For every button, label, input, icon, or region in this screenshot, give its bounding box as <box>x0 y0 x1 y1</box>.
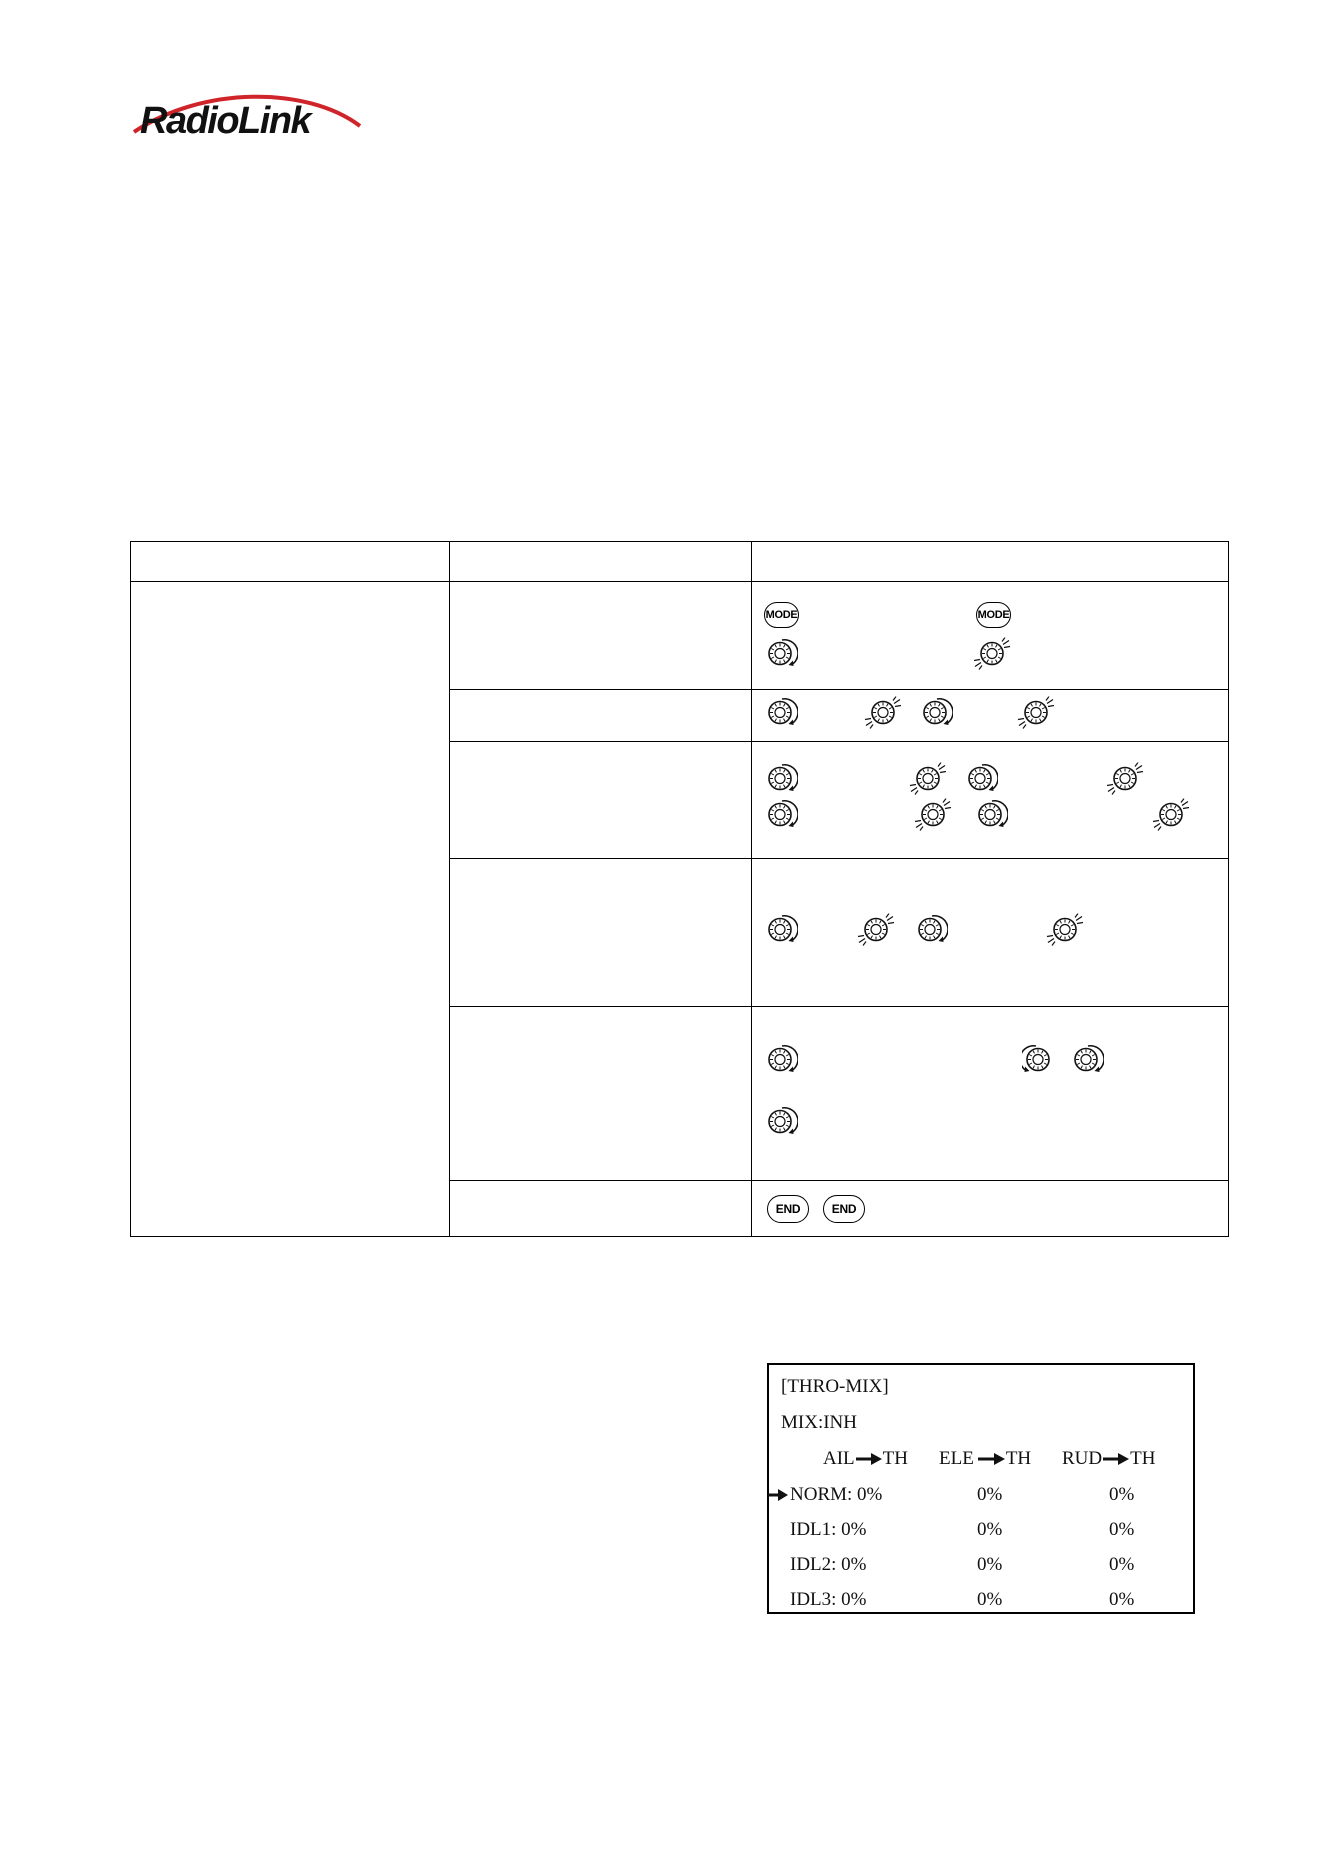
dial-rotate-icon <box>764 763 798 802</box>
operation-cell <box>752 742 1229 859</box>
lcd-cell-rud: 0% <box>1109 1589 1135 1610</box>
operation-cell <box>752 1181 1229 1237</box>
lcd-cell-rud: 0% <box>1109 1484 1135 1505</box>
dial-press-icon <box>857 913 897 952</box>
dial-rotate-icon <box>764 913 798 952</box>
operation-table <box>130 541 1229 1237</box>
lcd-cell-ele: 0% <box>977 1484 1003 1505</box>
lcd-row-norm: NORM: 0% <box>790 1484 883 1505</box>
logo-text: RadioLink <box>140 100 311 142</box>
lcd-cell-ele: 0% <box>977 1589 1003 1610</box>
operation-cell <box>752 690 1229 742</box>
mode-button-icon: MODE <box>764 602 799 628</box>
dial-press-icon <box>1106 763 1146 802</box>
lcd-mix-status: MIX:INH <box>781 1412 857 1433</box>
dial-press-icon <box>1046 913 1086 952</box>
end-button-icon: END <box>767 1195 809 1223</box>
operation-cell <box>752 1007 1229 1181</box>
step-cell <box>450 582 752 690</box>
step-cell <box>450 690 752 742</box>
right-arrow-icon <box>856 1453 882 1465</box>
dial-rotate-icon <box>764 1043 798 1082</box>
step-cell <box>450 1007 752 1181</box>
lcd-column-ele-th: ELE TH <box>939 1448 1032 1469</box>
dial-rotate-icon <box>764 799 798 838</box>
dial-rotate-icon <box>919 696 953 735</box>
header-cell <box>450 542 752 582</box>
end-button-icon: END <box>823 1195 865 1223</box>
radiolink-logo <box>132 92 362 142</box>
step-cell <box>450 742 752 859</box>
lcd-column-ail-th: AIL TH <box>823 1448 908 1469</box>
operation-cell <box>752 859 1229 1007</box>
dial-rotate-icon <box>764 637 798 676</box>
dial-press-icon <box>973 637 1013 676</box>
row-cursor-arrow-icon <box>768 1489 788 1501</box>
dial-rotate-icon <box>964 763 998 802</box>
dial-rotate-icon <box>764 696 798 735</box>
dial-rotate-icon <box>764 1105 798 1144</box>
step-cell <box>450 1181 752 1237</box>
operation-cell <box>752 582 1229 690</box>
dial-rotate-icon <box>914 913 948 952</box>
lcd-column-rud-th: RUD TH <box>1062 1448 1156 1469</box>
lcd-row-idl1: IDL1: 0% <box>790 1519 867 1540</box>
right-arrow-icon <box>1103 1453 1129 1465</box>
lcd-cell-ele: 0% <box>977 1519 1003 1540</box>
header-cell <box>131 542 450 582</box>
dial-press-icon <box>909 763 949 802</box>
dial-press-icon <box>914 799 954 838</box>
right-arrow-icon <box>975 1453 1005 1465</box>
function-cell <box>131 582 450 1237</box>
lcd-cell-ele: 0% <box>977 1554 1003 1575</box>
lcd-cell-rud: 0% <box>1109 1554 1135 1575</box>
dial-rotate-left-icon <box>1022 1043 1056 1082</box>
mode-button-icon: MODE <box>976 602 1011 628</box>
lcd-row-idl2: IDL2: 0% <box>790 1554 867 1575</box>
dial-press-icon <box>864 696 904 735</box>
thro-mix-lcd-screen <box>767 1363 1195 1614</box>
dial-rotate-icon <box>1070 1043 1104 1082</box>
dial-press-icon <box>1152 799 1192 838</box>
lcd-row-idl3: IDL3: 0% <box>790 1589 867 1610</box>
header-cell <box>752 542 1229 582</box>
dial-rotate-icon <box>974 799 1008 838</box>
table-header-row <box>131 542 1229 582</box>
dial-press-icon <box>1017 696 1057 735</box>
lcd-cell-rud: 0% <box>1109 1519 1135 1540</box>
lcd-title: [THRO-MIX] <box>781 1376 889 1397</box>
table-row <box>131 582 1229 690</box>
step-cell <box>450 859 752 1007</box>
